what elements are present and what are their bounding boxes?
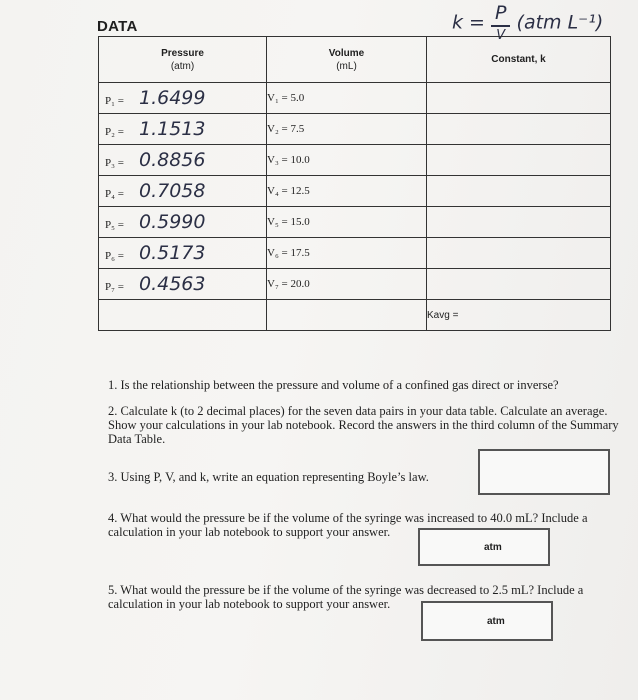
- question-1: 1. Is the relationship between the pressure and volume of a confined gas direct or inverse?: [108, 378, 559, 392]
- pressure-label: P₇ =: [105, 281, 124, 293]
- table-body: [99, 83, 611, 300]
- pressure-label: P₄ =: [105, 188, 124, 200]
- constant-header: Constant, k: [427, 37, 611, 83]
- volume-cell: V₄ = 12.5: [267, 176, 427, 207]
- answer-box-q5[interactable]: [421, 601, 553, 641]
- constant-cell[interactable]: [427, 83, 611, 114]
- pressure-label: P₃ =: [105, 157, 124, 169]
- k-average-label: Kavg =: [427, 309, 459, 321]
- volume-cell: V₁ = 5.0: [267, 83, 427, 114]
- pressure-label: P₆ =: [105, 250, 124, 262]
- pressure-cell[interactable]: [99, 238, 267, 269]
- formula-numerator: P: [491, 4, 510, 27]
- constant-cell[interactable]: [427, 269, 611, 300]
- table-row: [99, 207, 611, 238]
- volume-cell: V₂ = 7.5: [267, 114, 427, 145]
- volume-unit: (mL): [336, 60, 357, 72]
- volume-cell: V₆ = 17.5: [267, 238, 427, 269]
- constant-cell[interactable]: [427, 176, 611, 207]
- table-row: [99, 83, 611, 114]
- pressure-value: 0.5990: [139, 211, 206, 233]
- pressure-cell[interactable]: [99, 269, 267, 300]
- constant-cell[interactable]: [427, 238, 611, 269]
- constant-cell[interactable]: [427, 207, 611, 238]
- answer-unit-q5: atm: [487, 616, 505, 627]
- formula-lhs: k =: [452, 11, 485, 34]
- volume-header: [267, 37, 427, 83]
- volume-cell: V₃ = 10.0: [267, 145, 427, 176]
- question-5: 5. What would the pressure be if the volume of the syringe was decreased to 2.5 mL? Include a calculation in your lab notebook to support your answer.: [108, 583, 584, 611]
- k-average-blank-1: [99, 300, 267, 331]
- answer-unit-q4: atm: [484, 542, 502, 553]
- k-average-blank-2: [267, 300, 427, 331]
- table-row: [99, 145, 611, 176]
- summary-data-table: [98, 36, 611, 331]
- pressure-cell[interactable]: [99, 83, 267, 114]
- k-average-row: [99, 300, 611, 331]
- pressure-value: 1.1513: [139, 118, 206, 140]
- table-row: [99, 238, 611, 269]
- volume-header-label: Volume: [328, 47, 365, 59]
- constant-cell[interactable]: [427, 145, 611, 176]
- table-row: [99, 269, 611, 300]
- question-4: 4. What would the pressure be if the volume of the syringe was increased to 40.0 mL? Include a calculation in your lab notebook to support your answer.: [108, 511, 588, 539]
- constant-cell[interactable]: [427, 114, 611, 145]
- volume-cell: V₅ = 15.0: [267, 207, 427, 238]
- question-2: 2. Calculate k (to 2 decimal places) for the seven data pairs in your data table. Calculate an average. Show your calculations in your lab notebook. Record the answers in the third column of the Summary Data Table.: [108, 404, 619, 446]
- pressure-value: 0.4563: [139, 273, 206, 295]
- pressure-cell[interactable]: [99, 176, 267, 207]
- pressure-label: P₅ =: [105, 219, 124, 231]
- pressure-label: P₂ =: [105, 126, 124, 138]
- pressure-header: [99, 37, 267, 83]
- k-average-cell[interactable]: [427, 300, 611, 331]
- question-3: 3. Using P, V, and k, write an equation representing Boyle’s law.: [108, 470, 429, 484]
- formula-units: (atm L⁻¹): [516, 11, 604, 34]
- formula-denominator: V: [496, 28, 506, 43]
- data-heading: DATA: [97, 18, 138, 35]
- pressure-cell[interactable]: [99, 145, 267, 176]
- answer-box-q4[interactable]: [418, 528, 550, 566]
- pressure-cell[interactable]: [99, 207, 267, 238]
- pressure-value: 1.6499: [139, 87, 206, 109]
- pressure-cell[interactable]: [99, 114, 267, 145]
- pressure-unit: (atm): [170, 60, 195, 72]
- pressure-value: 0.7058: [139, 180, 206, 202]
- pressure-value: 0.5173: [139, 242, 206, 264]
- table-header-row: [99, 37, 611, 83]
- pressure-header-label: Pressure: [161, 47, 204, 59]
- answer-box-q3[interactable]: [478, 449, 610, 495]
- table-row: [99, 114, 611, 145]
- table-row: [99, 176, 611, 207]
- volume-cell: V₇ = 20.0: [267, 269, 427, 300]
- pressure-value: 0.8856: [139, 149, 206, 171]
- pressure-label: P₁ =: [105, 95, 124, 107]
